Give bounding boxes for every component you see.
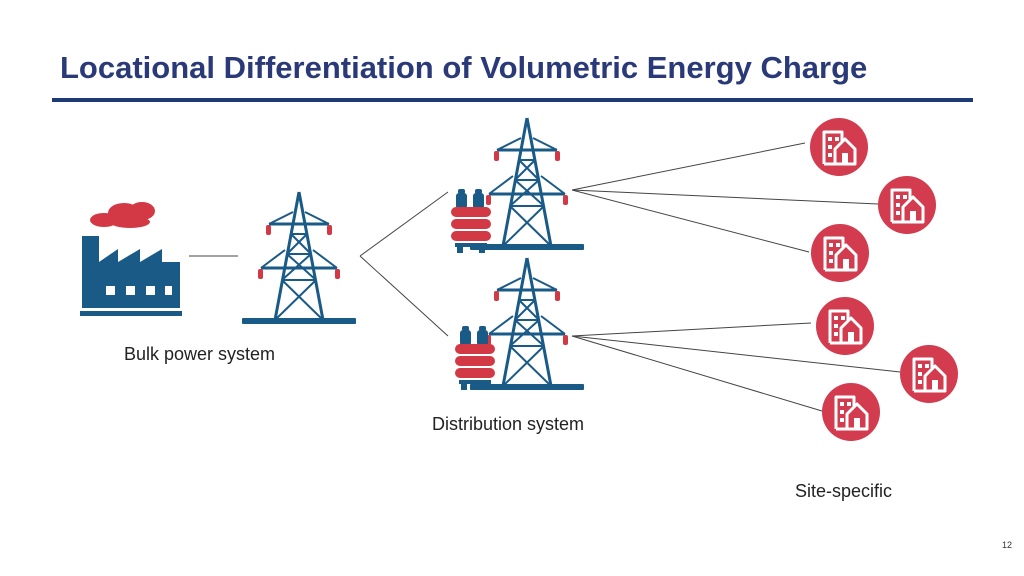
bulk-power-system-label: Bulk power system (124, 344, 276, 364)
building-icon (810, 118, 868, 176)
building-icon (811, 224, 869, 282)
connector-lines (189, 143, 900, 411)
bulk-transmission-tower-icon (242, 192, 356, 324)
transformer-upper-icon (451, 189, 491, 253)
distribution-system-label: Distribution system (432, 414, 585, 434)
building-icon (900, 345, 958, 403)
factory-icon (80, 202, 182, 316)
page-number: 12 (1002, 540, 1013, 550)
site-specific-label: Site-specific (795, 481, 893, 501)
building-icon (878, 176, 936, 234)
page-title: Locational Differentiation of Volumetric Energy Charge (60, 50, 868, 85)
building-icon (822, 383, 880, 441)
building-icon (816, 297, 874, 355)
distribution-tower-upper-icon (470, 118, 584, 250)
